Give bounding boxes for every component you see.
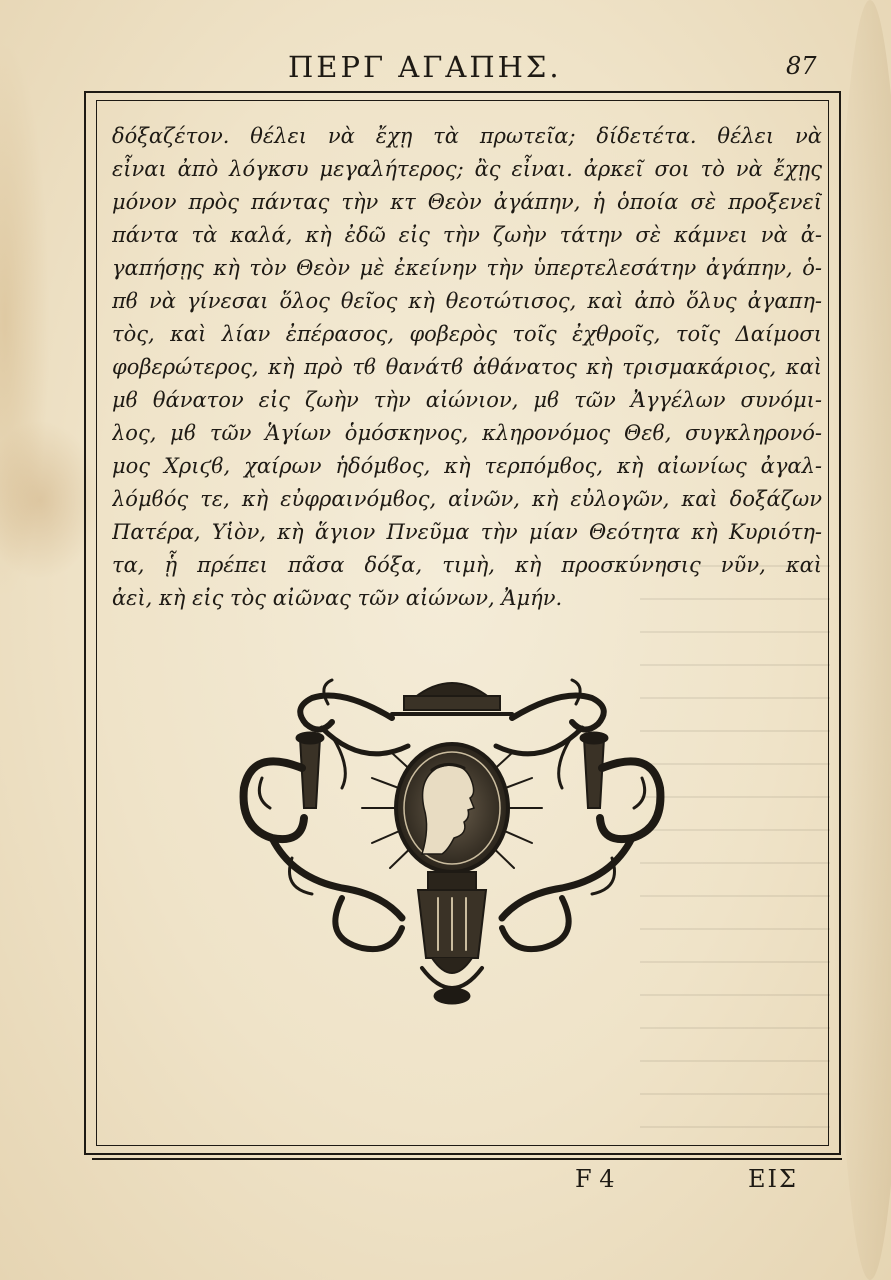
text-line: πάντα τὰ καλά, κὴ ἐδῶ εἰς τὴν ζωὴν τάτην σὲ κάμνει νὰ ἀ- xyxy=(112,223,822,247)
text-line: φοβερώτερος, κὴ πρὸ τϐ θανάτϐ ἀθάνατος κὴ τρισμακάριος, καὶ xyxy=(112,355,822,379)
text-line: μϐ θάνατον εἰς ζωὴν τὴν αἰώνιον, μϐ τῶν Ἀγγέλων συνόμι- xyxy=(112,388,822,412)
page-header xyxy=(0,50,891,90)
text-line: Πατέρα, Υἱὸν, κὴ ἅγιον Πνεῦμα τὴν μίαν Θεότητα κὴ Κυριότη- xyxy=(112,520,822,544)
catchword: ΕΙΣ xyxy=(748,1165,798,1193)
text-line: λος, μϐ τῶν Ἁγίων ὁμόσκηνος, κληρονόμος Θεϐ, συγκληρονό- xyxy=(112,421,822,445)
text-line: μόνον πρὸς πάντας τὴν κτ Θεὸν ἀγάπην, ἡ ὁποία σὲ προξενεῖ xyxy=(112,190,822,214)
text-line: λόμϐός τε, κὴ εὐφραινόμϐος, αἰνῶν, κὴ εὐλογῶν, καὶ δοξάζων xyxy=(112,487,822,511)
text-line: μος Χριϛϐ, χαίρων ἡδόμϐος, κὴ τερπόμϐος, κὴ αἰωνίως ἀγαλ- xyxy=(112,454,822,478)
text-line: τα, ᾗ πρέπει πᾶσα δόξα, τιμὴ, κὴ προσκύνησις νῦν, καὶ xyxy=(112,553,822,577)
text-line: τὸς, καὶ λίαν ἐπέρασος, φοβερὸς τοῖς ἐχθροῖς, τοῖς Δαίμοσι xyxy=(112,322,822,346)
text-line: ἀεὶ, κὴ εἰς τὸς αἰῶνας τῶν αἰώνων, Ἀμήν. xyxy=(112,586,563,610)
page-number: 87 xyxy=(786,52,817,80)
text-line: γαπήσῃς κὴ τὸν Θεὸν μὲ ἐκείνην τὴν ὑπερτελεσάτην ἀγάπην, ὁ- xyxy=(112,256,822,280)
paper-stain xyxy=(0,40,50,600)
text-line: πϐ νὰ γίνεσαι ὅλος θεῖος κὴ θεοτώτισος, καὶ ἀπὸ ὅλυς ἀγαπη- xyxy=(112,289,822,313)
text-line: εἶναι ἀπὸ λόγκσυ μεγαλήτερος; ἂς εἶναι. ἀρκεῖ σοι τὸ νὰ ἔχῃς xyxy=(112,157,822,181)
cartouche-portrait-tailpiece-icon xyxy=(232,658,672,1018)
running-title: ΠΕΡΓ ΑΓΑΠΗΣ. xyxy=(288,50,562,84)
text-line: δόξαζέτον. θέλει νὰ ἔχῃ τὰ πρωτεῖα; δίδετέτα. θέλει νὰ xyxy=(112,124,822,148)
signature-mark: F 4 xyxy=(575,1165,615,1193)
page-footer xyxy=(0,1165,891,1205)
bottom-rule xyxy=(92,1158,842,1160)
body-text xyxy=(112,120,822,615)
